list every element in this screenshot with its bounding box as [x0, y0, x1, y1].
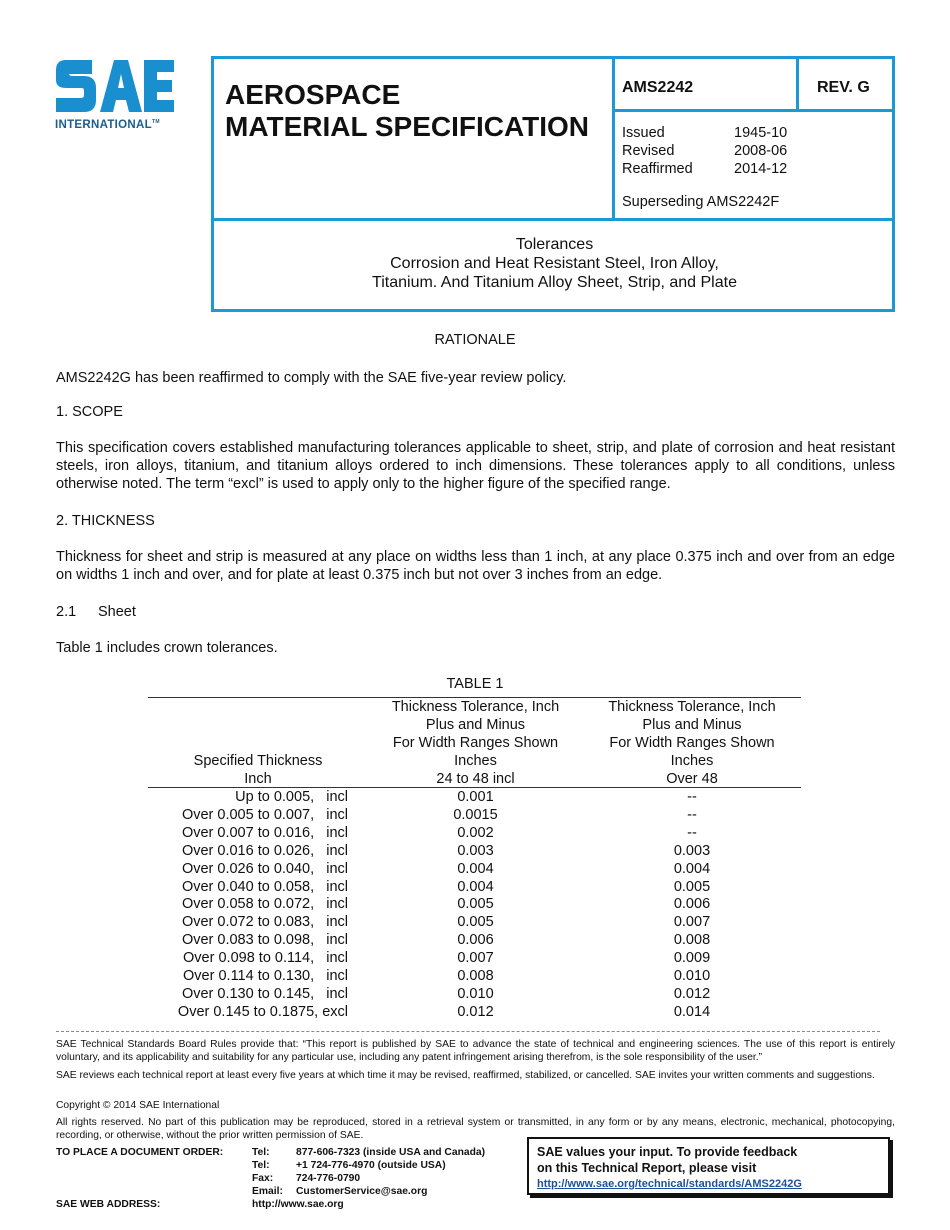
cell-thickness-range: Over 0.058 to 0.072, incl — [181, 896, 348, 913]
feedback-link[interactable]: http://www.sae.org/technical/standards/AMS2242G — [537, 1178, 802, 1190]
sae-international-text: INTERNATIONAL™ — [55, 119, 160, 131]
table-row — [148, 985, 801, 1003]
revised-date: 2008-06 — [734, 143, 788, 159]
issue-dates: Issued 1945-10 Revised 2008-06 Reaffirmed 2014-12 — [622, 125, 788, 177]
cell-tolerance-24-48: 0.004 — [457, 860, 494, 877]
cell-thickness-range: Over 0.145 to 0.1875, excl — [177, 1003, 348, 1020]
rights-note: All rights reserved. No part of this publication may be reproduced, stored in a retrieval system or transmitted, in any form or by any means, electronic, mechanical, photocopying, recording, or otherwise, without the prior written permission of SAE. — [56, 1117, 895, 1141]
cell-tolerance-over-48: 0.006 — [673, 896, 711, 913]
cell-tolerance-24-48: 0.008 — [457, 968, 494, 984]
cell-thickness-range: Over 0.114 to 0.130, incl — [183, 968, 348, 984]
sae-wordmark — [54, 54, 176, 118]
table-row — [148, 913, 801, 931]
cell-thickness-range: Over 0.005 to 0.007, incl — [181, 806, 348, 823]
cell-thickness-range: Over 0.016 to 0.026, incl — [181, 842, 348, 859]
thickness-text: Thickness for sheet and strip is measured at any place on widths less than 1 inch, at any place 0.375 inch and over from an edge on widths 1 inch and over, and for plate at least 0.375 inch but not over 3 inches from an edge. — [56, 549, 895, 583]
col-header-over-48: Thickness Tolerance, Inch Plus and Minus For Width Ranges Shown Inches Over 48 — [608, 699, 776, 787]
col-header-24-48: Thickness Tolerance, Inch Plus and Minus For Width Ranges Shown Inches 24 to 48 incl — [391, 699, 560, 787]
phone-intl: +1 724-776-4970 (outside USA) — [296, 1160, 446, 1171]
spec-type-title: AEROSPACE MATERIAL SPECIFICATION — [225, 79, 589, 142]
web-address: http://www.sae.org — [252, 1199, 344, 1210]
reaffirmed-date: 2014-12 — [734, 161, 788, 177]
cell-thickness-range: Over 0.072 to 0.083, incl — [181, 914, 348, 931]
board-rules-note: SAE Technical Standards Board Rules provide that: “This report is published by SAE to advance the state of technical and engineering sciences. The use of this report is entirely voluntary, and its applicability and suitability for any particular use, including any patent infringement arising therefrom, is the sole responsibility of the user.” — [56, 1039, 895, 1063]
cell-tolerance-24-48: 0.002 — [457, 824, 494, 841]
cell-tolerance-24-48: 0.005 — [457, 896, 494, 913]
review-note: SAE reviews each technical report at least every five years at which time it may be revised, reaffirmed, stabilized, or cancelled. SAE invites your written comments and suggestions. — [56, 1070, 875, 1081]
table-row — [148, 842, 801, 860]
cell-tolerance-over-48: 0.008 — [673, 932, 711, 949]
cell-tolerance-24-48: 0.004 — [457, 878, 494, 895]
revision-label: REV. G — [817, 79, 870, 96]
scope-heading: 1. SCOPE — [56, 404, 123, 420]
cell-tolerance-24-48: 0.010 — [457, 985, 494, 1002]
cell-tolerance-over-48: 0.009 — [673, 950, 711, 967]
phone-domestic: 877-606-7323 (inside USA and Canada) — [296, 1147, 486, 1158]
cell-thickness-range: Over 0.007 to 0.016, incl — [181, 824, 348, 841]
cell-thickness-range: Up to 0.005, incl — [235, 789, 348, 805]
cell-thickness-range: Over 0.130 to 0.145, incl — [181, 985, 348, 1002]
table-row — [148, 860, 801, 878]
cell-tolerance-24-48: 0.006 — [457, 932, 494, 949]
footer-divider — [56, 1031, 880, 1032]
issued-date: 1945-10 — [734, 125, 788, 141]
cell-tolerance-over-48: -- — [687, 824, 697, 841]
cell-tolerance-24-48: 0.007 — [457, 950, 494, 967]
cell-tolerance-24-48: 0.012 — [457, 1003, 494, 1020]
table-row — [148, 806, 801, 824]
email-address: CustomerService@sae.org — [296, 1186, 428, 1197]
cell-tolerance-over-48: 0.005 — [673, 878, 711, 895]
doc-number: AMS2242 — [622, 79, 694, 96]
superseding-note: Superseding AMS2242F — [622, 194, 780, 210]
cell-tolerance-24-48: 0.001 — [457, 789, 494, 805]
col-header-thickness: Specified Thickness Inch — [193, 753, 323, 787]
rationale-text: AMS2242G has been reaffirmed to comply with the SAE five-year review policy. — [56, 370, 567, 386]
spec-header-box — [211, 56, 895, 312]
spec-subject: Tolerances Corrosion and Heat Resistant Steel, Iron Alloy, Titanium. And Titanium Alloy Sheet, Strip, and Plate — [372, 236, 737, 291]
feedback-box: SAE values your input. To provide feedback on this Technical Report, please visit http://www.sae.org/technical/standards/AMS2242G — [527, 1137, 890, 1195]
sheet-heading: 2.1 Sheet — [56, 604, 136, 620]
cell-thickness-range: Over 0.040 to 0.058, incl — [181, 878, 348, 895]
cell-tolerance-over-48: 0.012 — [673, 985, 711, 1002]
cell-tolerance-over-48: -- — [687, 806, 697, 823]
cell-tolerance-over-48: 0.010 — [673, 968, 711, 984]
cell-thickness-range: Over 0.083 to 0.098, incl — [181, 932, 348, 949]
cell-tolerance-24-48: 0.0015 — [453, 806, 498, 823]
sae-wordmark-graphic — [54, 54, 176, 118]
sae-logo — [54, 54, 178, 134]
cell-tolerance-over-48: -- — [687, 789, 697, 805]
cell-tolerance-over-48: 0.007 — [673, 914, 711, 931]
table-row — [148, 931, 801, 949]
cell-thickness-range: Over 0.098 to 0.114, incl — [183, 950, 348, 967]
rationale-heading: RATIONALE — [434, 332, 516, 348]
table-row — [148, 1003, 801, 1021]
table-row — [148, 895, 801, 913]
cell-tolerance-over-48: 0.003 — [673, 842, 711, 859]
table-caption: TABLE 1 — [446, 676, 504, 692]
cell-tolerance-24-48: 0.003 — [457, 842, 494, 859]
thickness-heading: 2. THICKNESS — [56, 513, 155, 529]
copyright-note: Copyright © 2014 SAE International — [56, 1100, 220, 1111]
table-row — [148, 878, 801, 896]
scope-text: This specification covers established manufacturing tolerances applicable to sheet, strip, and plate of corrosion and heat resistant steels, iron alloys, titanium, and titanium alloys ordered to inch dimensions. These tolerances apply to all conditions, unless otherwise noted. The term “excl” is used to apply only to the higher figure of the specified range. — [56, 440, 895, 492]
table-row — [148, 788, 801, 806]
cell-tolerance-over-48: 0.004 — [673, 860, 711, 877]
fax-number: 724-776-0790 — [296, 1173, 361, 1184]
table-row — [148, 824, 801, 842]
cell-thickness-range: Over 0.026 to 0.040, incl — [181, 860, 348, 877]
cell-tolerance-over-48: 0.014 — [673, 1003, 711, 1020]
table-row — [148, 967, 801, 985]
table-intro: Table 1 includes crown tolerances. — [56, 640, 278, 656]
cell-tolerance-24-48: 0.005 — [457, 914, 494, 931]
table-row — [148, 949, 801, 967]
